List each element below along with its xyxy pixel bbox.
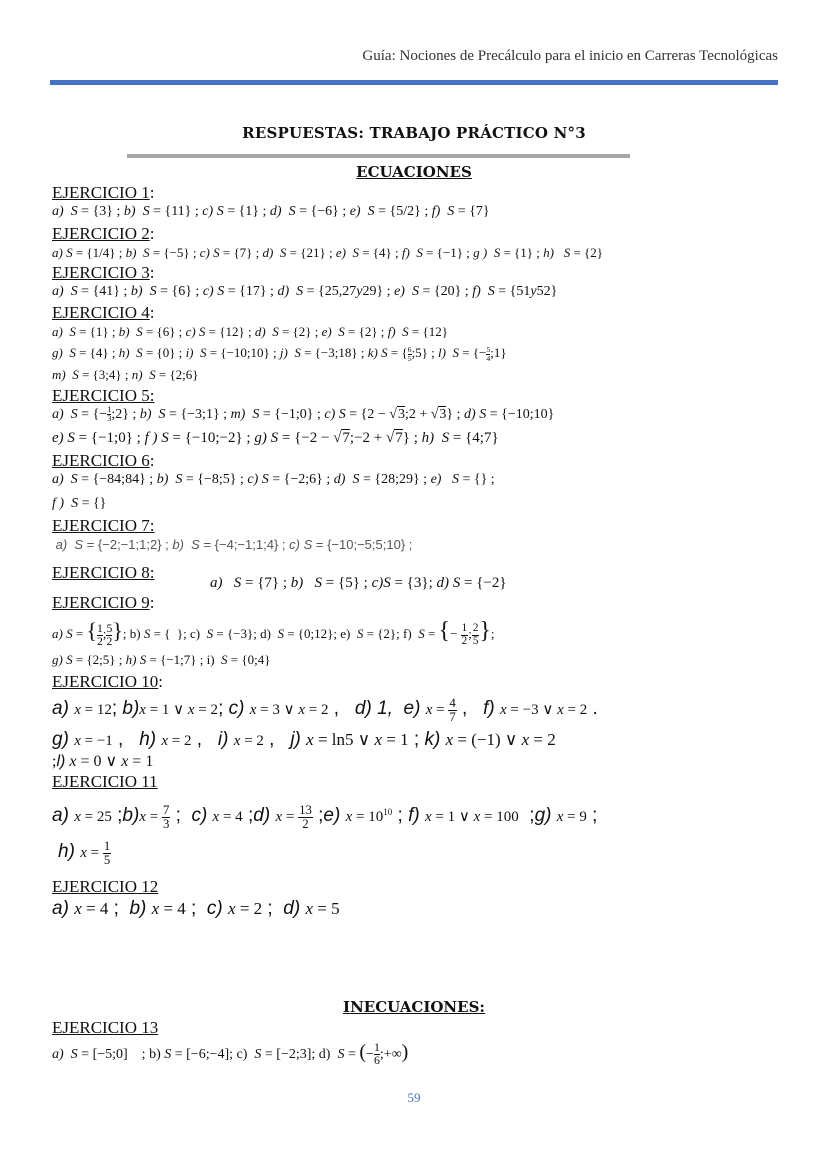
answer-line: e) S = {−1;0} ; f ) S = {−10;−2} ; g) S = {−2 − √7;−2 + √7} ; h) S = {4;7} <box>52 430 499 446</box>
answer-line: a) x = 4 ; b) x = 4 ; c) x = 2 ; d) x = 5 <box>52 898 340 919</box>
section-title-inecuaciones: INECUACIONES: <box>343 998 485 1016</box>
exercise-title: EJERCICIO 11 <box>52 772 158 791</box>
exercise-title: EJERCICIO 8 <box>52 563 150 582</box>
exercise-label <box>52 672 792 691</box>
answer-line: f ) S = {} <box>52 496 107 511</box>
answer-line: a) S = {1} ; b) S = {6} ; c) S = {12} ; d) S = {2} ; e) S = {2} ; f) S = {12} <box>52 324 448 339</box>
exercise-label <box>52 1018 792 1037</box>
exercise-label <box>52 303 792 322</box>
label-suffix: : <box>149 516 155 535</box>
answer-line: a) x = 25 ;b)x = $\frac{7}{3}$ ; c) x = 4 ;d) x = $\frac{13}{2}$ ;e) $x = 10^{10}$ ; f) x = 1 ∨ x = 100 ;g) x = 9 ; <box>52 803 598 832</box>
exercise-label <box>52 263 792 282</box>
answer-line: ;l) x = 0 ∨ x = 1 <box>52 753 154 770</box>
exercise-label <box>52 451 792 470</box>
label-suffix: : <box>158 672 163 691</box>
exercise-title: EJERCICIO 4 <box>52 303 150 322</box>
label-suffix: : <box>149 563 155 582</box>
answer-line: g) S = {4} ; h) S = {0} ; i) S = {−10;10} ; j) S = {−3;18} ; k) S = { $\frac{6}{5}$ ;5} ; l) S = {− $\frac{5}{4}$ ;1} <box>52 344 507 363</box>
running-header: Guía: Nociones de Precálculo para el inicio en Carreras Tecnológicas <box>362 48 778 64</box>
exercise-label <box>52 877 792 896</box>
exercise-title: EJERCICIO 7 <box>52 516 150 535</box>
exercise-title: EJERCICIO 10 <box>52 672 159 691</box>
label-suffix: : <box>149 386 155 405</box>
answer-line: a) S = {− $\frac{1}{3}$ ;2} ; b) S = {−3;1} ; m) S = {−1;0} ; c) S = {2 − √3;2 + √3} ; d) S = {−10;10} <box>52 404 555 424</box>
exercise-title: EJERCICIO 6 <box>52 451 150 470</box>
answer-line: a) S = [−5;0] ; b) S = [−6;−4]; c) S = [−2;3]; d) S = (− $\frac{1}{6}$ ;+∞) <box>52 1040 409 1068</box>
answers-list <box>52 183 792 922</box>
exercise-title: EJERCICIO 9 <box>52 593 150 612</box>
answer-line: a) x = 12; b)x = 1 ∨ x = 2; c) x = 3 ∨ x = 2 , d) 1, e) x = $\frac{4}{7}$ , f) x = −3 ∨ x = 2 . <box>52 696 598 725</box>
answer-line: a) S = { $\frac{1}{2}$ ; $\frac{5}{2}$ }; b) S = { }; c) S = {−3}; d) S = {0;12}; e) S = {2}; f) S = {− $\frac{1}{2}$ ; $\frac{2}{5}$ }; <box>52 618 495 648</box>
exercise-label <box>52 593 792 612</box>
exercise-title: EJERCICIO 2 <box>52 224 150 243</box>
label-suffix: : <box>149 593 155 612</box>
page-number: 59 <box>407 1090 421 1105</box>
page-title: RESPUESTAS: TRABAJO PRÁCTICO N°3 <box>242 124 586 142</box>
answer-line: a) S = {1/4} ; b) S = {−5} ; c) S = {7} ; d) S = {21} ; e) S = {4} ; f) S = {−1} ; g ) S = {1} ; h) S = {2} <box>52 245 604 260</box>
exercise-title: EJERCICIO 1 <box>52 183 150 202</box>
exercise-label <box>52 772 792 791</box>
label-suffix: : <box>149 451 155 470</box>
label-suffix: : <box>149 183 155 202</box>
label-suffix: : <box>149 224 155 243</box>
label-suffix: : <box>149 303 155 322</box>
answer-line: a) S = {−84;84} ; b) S = {−8;5} ; c) S = {−2;6} ; d) S = {28;29} ; e) S = {} ; <box>52 472 495 487</box>
answer-line: g) S = {2;5} ; h) S = {−1;7} ; i) S = {0;4} <box>52 652 271 667</box>
exercise-label <box>52 183 792 202</box>
answer-line: h) x = $\frac{1}{5}$ <box>58 839 111 868</box>
answer-line: a) S = {7} ; b) S = {5} ; c)S = {3}; d) S = {−2} <box>210 575 507 591</box>
header-rule <box>50 80 778 85</box>
exercise-label <box>52 386 792 405</box>
title-rule <box>127 154 630 158</box>
exercise-label <box>52 516 792 535</box>
exercise-label <box>52 224 792 243</box>
answer-line: a) S = {3} ; b) S = {11} ; c) S = {1} ; d) S = {−6} ; e) S = {5/2} ; f) S = {7} <box>52 204 490 219</box>
answer-line: a) S = {41} ; b) S = {6} ; c) S = {17} ; d) S = {25,27y29} ; e) S = {20} ; f) S = {51y52} <box>52 284 558 299</box>
exercise-title: EJERCICIO 5 <box>52 386 150 405</box>
label-suffix: : <box>149 263 155 282</box>
exercise-title: EJERCICIO 3 <box>52 263 150 282</box>
section-title-ecuaciones: ECUACIONES <box>356 163 472 181</box>
answer-line: g) x = −1 , h) x = 2 , i) x = 2 , j) x = ln5 ∨ x = 1 ; k) x = (−1) ∨ x = 2 <box>52 729 556 750</box>
answer-line: m) S = {3;4} ; n) S = {2;6} <box>52 367 199 382</box>
answers-list-inecuaciones <box>52 1018 792 1067</box>
exercise-title: EJERCICIO 13 <box>52 1018 159 1037</box>
exercise-title: EJERCICIO 12 <box>52 877 159 896</box>
answer-line: a) S = {−2;−1;1;2} ; b) S = {−4;−1;1;4} ; c) S = {−10;−5;5;10} ; <box>55 537 413 552</box>
